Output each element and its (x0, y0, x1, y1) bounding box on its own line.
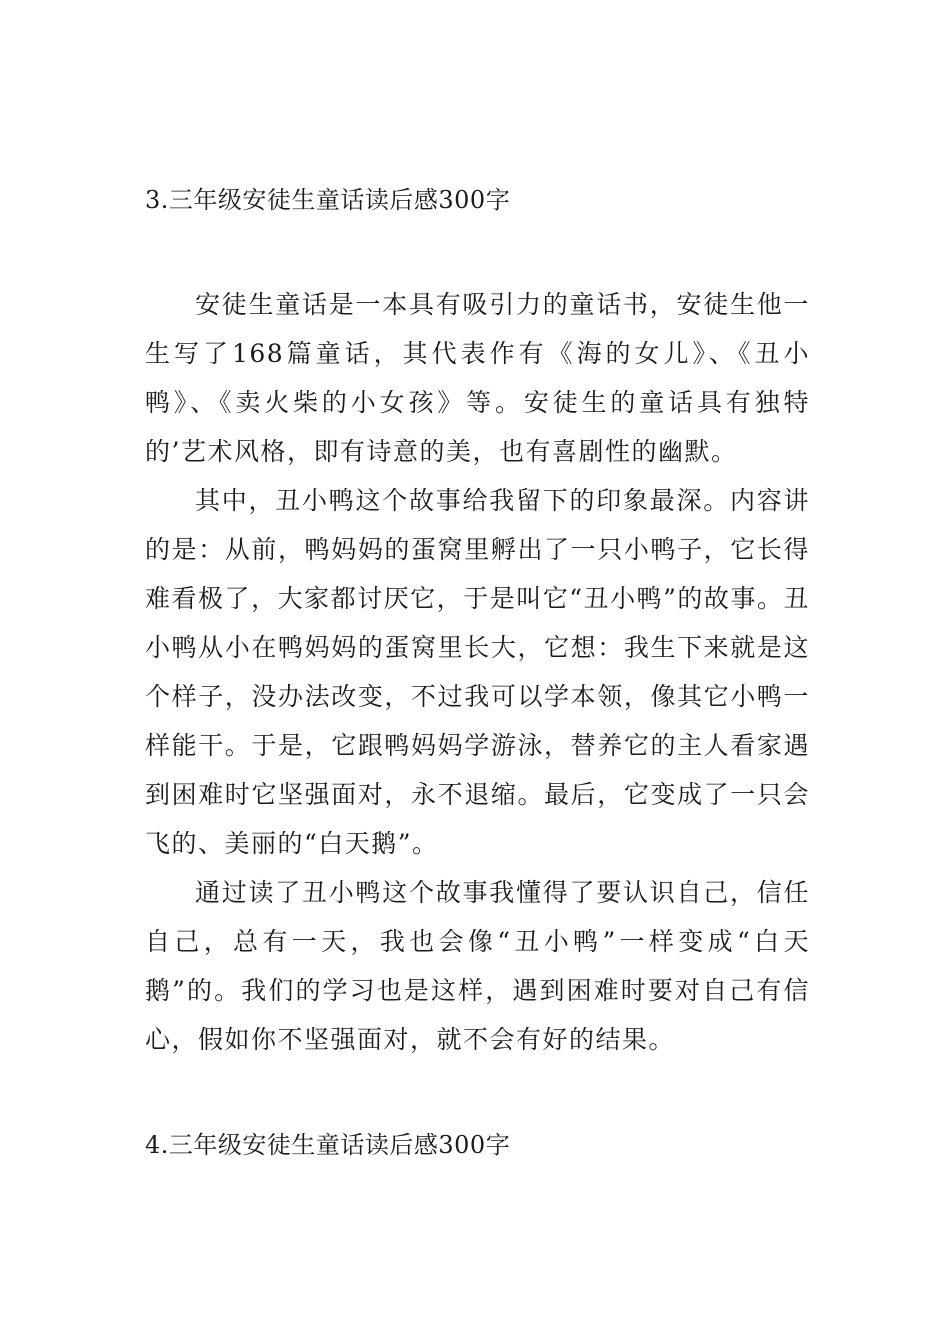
section-heading-4: 4.三年级安徒生童话读后感300字 (145, 1131, 511, 1159)
paragraph-reflection: 通过读了丑小鸭这个故事我懂得了要认识自己，信任自己，总有一天，我也会像“丑小鸭”一样变成“白天鹅”的。我们的学习也是这样，遇到困难时要对自己有信心，假如你不坚强面对，就不会有好的结果。 (145, 878, 810, 1054)
section-heading-3: 3.三年级安徒生童话读后感300字 (145, 186, 511, 214)
paragraph-intro: 安徒生童话是一本具有吸引力的童话书，安徒生他一生写了168篇童话，其代表作有《海的女儿》、《丑小鸭》、《卖火柴的小女孩》等。安徒生的童话具有独特的’艺术风格，即有诗意的美，也有喜剧性的幽默。 (145, 290, 810, 466)
essay-body (145, 280, 810, 1064)
paragraph-story: 其中，丑小鸭这个故事给我留下的印象最深。内容讲的是：从前，鸭妈妈的蛋窝里孵出了一只小鸭子，它长得难看极了，大家都讨厌它，于是叫它“丑小鸭”的故事。丑小鸭从小在鸭妈妈的蛋窝里长大，它想：我生下来就是这个样子，没办法改变，不过我可以学本领，像其它小鸭一样能干。于是，它跟鸭妈妈学游泳，替养它的主人看家遇到困难时它坚强面对，永不退缩。最后，它变成了一只会飞的、美丽的“白天鹅”。 (145, 486, 810, 858)
